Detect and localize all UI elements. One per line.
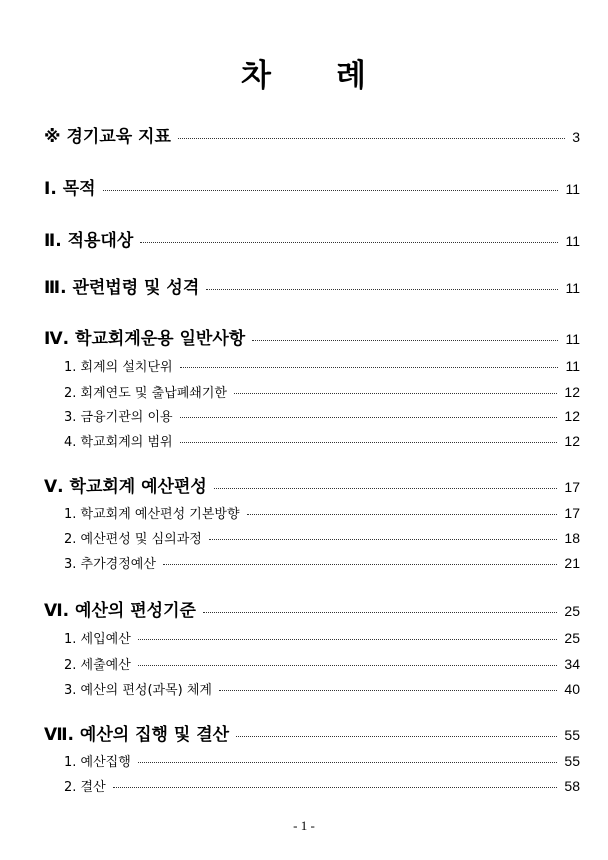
toc-subentry-page: 18 [564, 530, 580, 546]
dot-leader [178, 137, 565, 139]
toc-subentry-page: 11 [565, 358, 580, 374]
toc-entry-label: Ⅳ. 학교회계운용 일반사항 [44, 329, 246, 349]
toc-entry-label: Ⅶ. 예산의 집행 및 결산 [44, 725, 230, 745]
toc-subentry-label: 1. 학교회계 예산편성 기본방향 [64, 507, 240, 522]
page-number: - 1 - [293, 818, 315, 833]
toc-subentry[interactable] [64, 431, 580, 450]
page-title [0, 50, 608, 95]
toc-entry[interactable] [44, 226, 580, 251]
toc-entry-label: ※ 경기교육 지표 [44, 127, 171, 147]
dot-leader [163, 563, 558, 565]
toc-subentry[interactable] [64, 679, 580, 698]
toc-subentry-label: 1. 회계의 설치단위 [64, 360, 173, 375]
dot-leader [234, 392, 557, 394]
toc-subentry-label: 3. 예산의 편성(과목) 체계 [64, 683, 212, 698]
toc-subentry[interactable] [64, 503, 580, 522]
toc-entry[interactable] [44, 720, 580, 745]
toc-subentry-page: 21 [564, 555, 580, 571]
toc-subentry-page: 17 [564, 505, 580, 521]
toc-subentry-label: 1. 예산집행 [64, 755, 131, 770]
dot-leader [180, 441, 558, 443]
toc-subentry-label: 2. 예산편성 및 심의과정 [64, 532, 202, 547]
toc-subentry[interactable] [64, 628, 580, 647]
dot-leader [214, 487, 558, 489]
dot-leader [209, 538, 558, 540]
toc-entry[interactable] [44, 174, 580, 199]
dot-leader [138, 761, 558, 763]
toc-entry-label: Ⅱ. 적용대상 [44, 231, 134, 251]
toc-subentry[interactable] [64, 751, 580, 770]
toc-subentry-page: 12 [564, 433, 580, 449]
dot-leader [140, 241, 558, 243]
toc-subentry[interactable] [64, 356, 580, 375]
toc-subentry-label: 2. 결산 [64, 780, 106, 795]
title-char-2: 례 [336, 58, 367, 94]
dot-leader [236, 735, 557, 737]
toc-subentry[interactable] [64, 553, 580, 572]
toc-subentry[interactable] [64, 528, 580, 547]
toc-entry-page: 11 [565, 280, 580, 296]
toc-entry-label: Ⅵ. 예산의 편성기준 [44, 601, 196, 621]
toc-subentry-page: 55 [564, 753, 580, 769]
dot-leader [206, 288, 558, 290]
toc-entry-page: 17 [564, 479, 580, 495]
toc-subentry-label: 3. 금융기관의 이용 [64, 410, 173, 425]
dot-leader [103, 189, 559, 191]
toc-entry-label: Ⅴ. 학교회계 예산편성 [44, 477, 207, 497]
toc-subentry[interactable] [64, 654, 580, 673]
toc-subentry-page: 40 [564, 681, 580, 697]
toc-entry[interactable] [44, 273, 580, 298]
toc-entry-page: 11 [565, 233, 580, 249]
toc-subentry-label: 2. 회계연도 및 출납폐쇄기한 [64, 386, 227, 401]
dot-leader [138, 638, 558, 640]
dot-leader [180, 416, 558, 418]
toc-subentry-label: 3. 추가경정예산 [64, 557, 156, 572]
toc-subentry[interactable] [64, 776, 580, 795]
toc-entry-page: 11 [565, 331, 580, 347]
dot-leader [247, 513, 558, 515]
toc-entry[interactable] [44, 472, 580, 497]
dot-leader [113, 786, 558, 788]
toc-entry[interactable] [44, 596, 580, 621]
toc-subentry-page: 25 [564, 630, 580, 646]
toc-subentry-page: 58 [564, 778, 580, 794]
dot-leader [219, 689, 557, 691]
toc-entry-page: 55 [564, 727, 580, 743]
toc-entry-page: 3 [572, 129, 580, 145]
toc-entry[interactable] [44, 122, 580, 147]
dot-leader [138, 664, 558, 666]
toc-entry-page: 25 [564, 603, 580, 619]
toc-entry-label: Ⅲ. 관련법령 및 성격 [44, 278, 200, 298]
toc-subentry-label: 2. 세출예산 [64, 658, 131, 673]
title-char-1: 차 [241, 58, 272, 94]
toc-subentry-page: 12 [564, 408, 580, 424]
toc-subentry[interactable] [64, 406, 580, 425]
toc-subentry-page: 34 [564, 656, 580, 672]
toc-entry-label: Ⅰ. 목적 [44, 179, 96, 199]
toc-entry[interactable] [44, 324, 580, 349]
toc-subentry-label: 1. 세입예산 [64, 632, 131, 647]
dot-leader [180, 366, 559, 368]
toc-subentry-page: 12 [564, 384, 580, 400]
toc-subentry-label: 4. 학교회계의 범위 [64, 435, 173, 450]
dot-leader [203, 611, 557, 613]
toc-subentry[interactable] [64, 382, 580, 401]
dot-leader [252, 339, 558, 341]
toc-entry-page: 11 [565, 181, 580, 197]
